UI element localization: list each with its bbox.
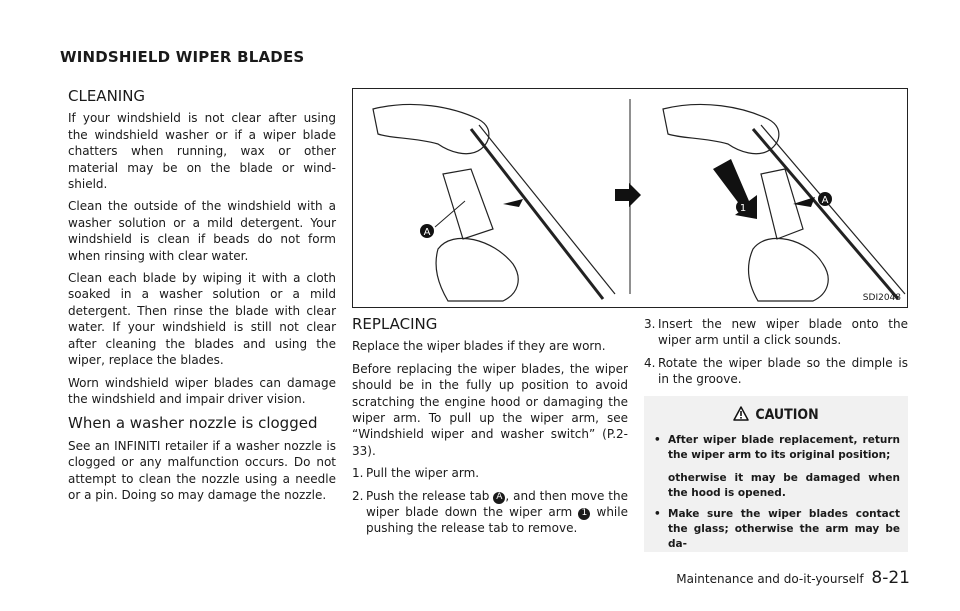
- step-text: Pull the wiper arm.: [366, 466, 480, 481]
- replacing-steps: [352, 465, 628, 537]
- caution-title: CAUTION: [755, 407, 819, 423]
- nozzle-heading: When a washer nozzle is clogged: [68, 414, 318, 433]
- caution-header: [644, 396, 908, 423]
- wiper-arm-left: [471, 129, 603, 299]
- transition-arrow-icon: [615, 183, 641, 207]
- cleaning-heading: CLEANING: [68, 87, 146, 105]
- wiper-blade-left: [479, 125, 615, 294]
- hand-upper-right: [663, 104, 779, 153]
- cleaning-paragraph: Clean the outside of the windshield with a washer solution or a mild detergent. Your windshield is clean if beads do not form when rinsing with clear water.: [68, 199, 336, 263]
- caution-list: [644, 433, 908, 552]
- symbol-1-icon: 1: [578, 508, 590, 520]
- step-text: Insert the new wiper blade onto the wiper arm until a click sounds.: [658, 317, 908, 348]
- step-item: [644, 316, 908, 349]
- replacing-continued: [644, 316, 908, 551]
- step-item: [644, 355, 908, 388]
- push-arrow-left: [503, 199, 523, 207]
- step-item: [352, 488, 628, 537]
- caution-text: After wiper blade replacement, return the wiper arm to its original position;: [668, 434, 900, 462]
- step-number: 3.: [644, 317, 656, 331]
- nozzle-paragraph: See an INFINITI retailer if a washer nozzle is clogged or any malfunction occurs. Do not attempt to clean the nozzle using a needle or a pin. Doing so may damage the nozzle.: [68, 438, 336, 502]
- caution-text-extra: otherwise it may be damaged when the hood is opened.: [668, 472, 900, 500]
- step-item: [352, 465, 628, 481]
- marker-a-left-label: A: [423, 227, 431, 238]
- symbol-a-icon: A: [493, 492, 505, 504]
- bullet: •: [654, 508, 661, 521]
- cleaning-paragraph: Clean each blade by wiping it with a cloth soaked in a washer solution or a mild detergent. Then rinse the blade with clear water. If your windshield is still not clear after cleaning the blades and using the wiper, replace the blades.: [68, 271, 336, 368]
- step-text: Rotate the wiper blade so the dimple is in the groove.: [658, 355, 908, 387]
- marker-1-right-label: 1: [739, 203, 747, 214]
- replacing-steps-continued: [644, 316, 908, 388]
- warning-triangle-icon: [733, 406, 749, 421]
- step-number: 4.: [644, 355, 656, 370]
- hand-lower-left: [436, 238, 518, 301]
- caution-item: [654, 507, 900, 552]
- blade-holder-left: [443, 169, 493, 239]
- slide-down-arrow-icon: [713, 159, 757, 219]
- hand-lower-right: [748, 238, 828, 301]
- replacing-section: [352, 316, 628, 543]
- page-header-title: WINDSHIELD WIPER BLADES: [60, 48, 305, 66]
- caution-text: Make sure the wiper blades contact the glass; otherwise the arm may be da-: [668, 508, 900, 551]
- footer-section: Maintenance and do-it-yourself: [676, 572, 864, 586]
- replacing-before: Before replacing the wiper blades, the wiper should be in the fully up position to avoid scratching the engine hood or damaging the wiper arm. To pull up the wiper arm, see “Windshield wiper and washer switch” (P.2-33).: [352, 361, 628, 458]
- step-text: Push the release tab: [366, 488, 490, 503]
- figure-label: SDI2048: [862, 293, 901, 303]
- cleaning-paragraph: If your windshield is not clear after using the windshield washer or if a wiper blade chatters when running, wax or other material may be on the blade or wind-shield.: [68, 111, 336, 192]
- cleaning-section: [68, 88, 336, 509]
- replacing-intro: Replace the wiper blades if they are worn.: [352, 339, 606, 354]
- caution-item: [654, 433, 900, 501]
- page-footer: [676, 568, 910, 588]
- wiper-illustration-drawing: [353, 89, 907, 307]
- marker-a-right-label: A: [821, 195, 829, 206]
- step-text: while pushing the release tab to remove.: [366, 505, 628, 536]
- caution-box: [644, 396, 908, 552]
- cleaning-paragraph: Worn windshield wiper blades can damage the windshield and impair driver vision.: [68, 375, 336, 406]
- step-text: , and then move the wiper blade down the wiper arm: [366, 488, 628, 520]
- step-number: 2.: [352, 488, 364, 503]
- wiper-illustration: [352, 88, 908, 308]
- replacing-heading: REPLACING: [352, 315, 438, 333]
- page-number: 8-21: [871, 568, 910, 588]
- bullet: •: [654, 434, 661, 447]
- step-number: 1.: [352, 466, 364, 481]
